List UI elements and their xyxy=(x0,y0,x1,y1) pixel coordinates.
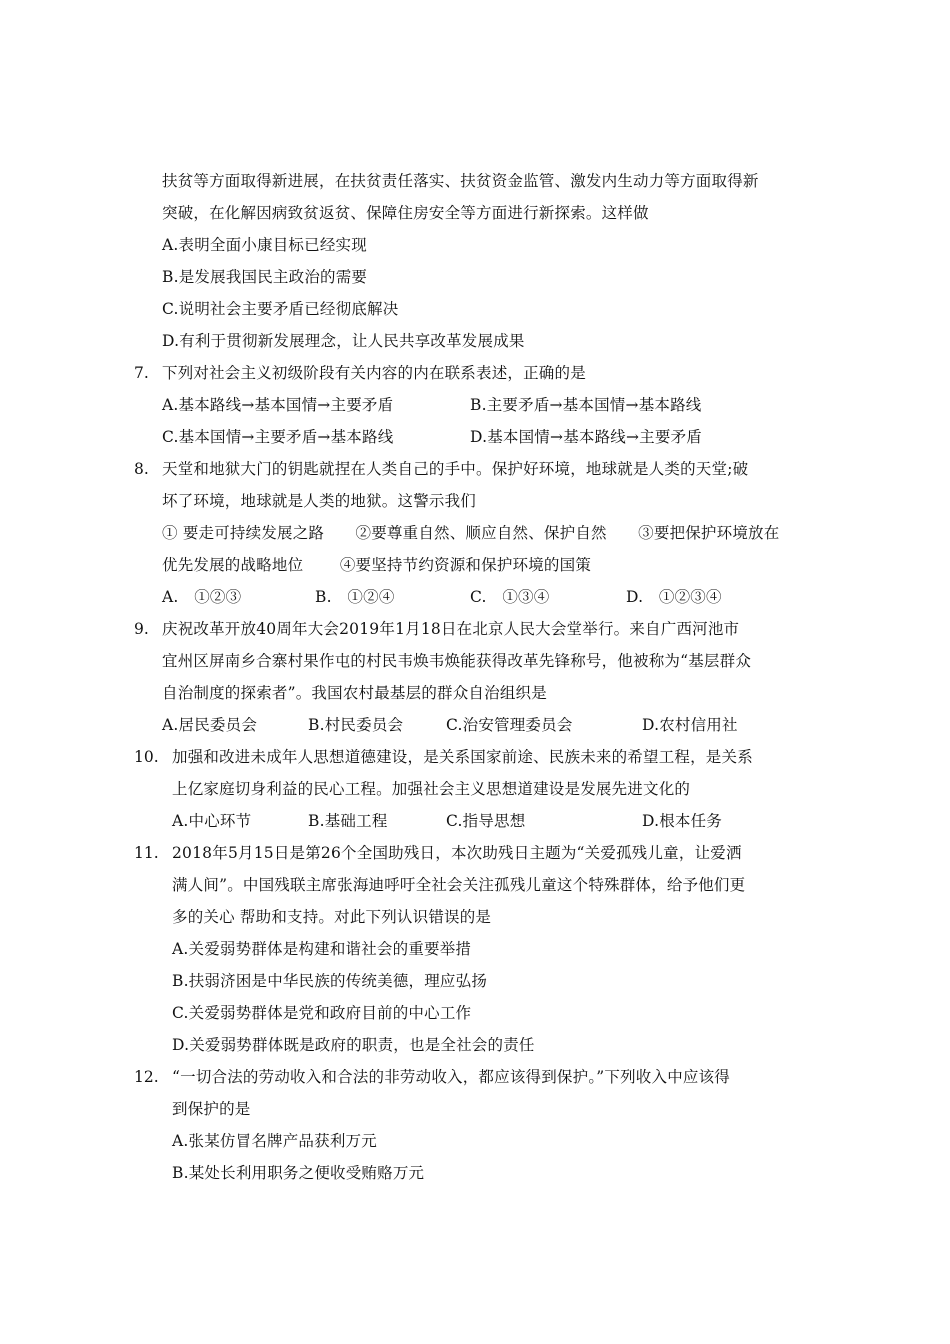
question-6-option-a: A.表明全面小康目标已经实现 xyxy=(162,236,367,254)
question-9-option-c: C.治安管理委员会 xyxy=(446,716,573,734)
question-9-option-d: D.农村信用社 xyxy=(642,716,738,734)
question-8-statements: 优先发展的战略地位 ④要坚持节约资源和保护环境的国策 xyxy=(162,556,592,574)
question-8-line: 天堂和地狱大门的钥匙就捏在人类自己的手中。保护好环境，地球就是人类的天堂;破 xyxy=(162,460,749,478)
question-12-option-a: A.张某仿冒名牌产品获利万元 xyxy=(172,1132,377,1150)
question-8-line: 坏了环境，地球就是人类的地狱。这警示我们 xyxy=(162,492,477,510)
question-11-option-b: B.扶弱济困是中华民族的传统美德，理应弘扬 xyxy=(172,972,488,990)
question-10-line: 加强和改进未成年人思想道德建设，是关系国家前途、民族未来的希望工程，是关系 xyxy=(172,748,753,766)
question-8-option-c: C. ①③④ xyxy=(470,588,550,606)
question-6-option-d: D.有利于贯彻新发展理念，让人民共享改革发展成果 xyxy=(162,332,525,350)
question-7-stem: 下列对社会主义初级阶段有关内容的内在联系表述，正确的是 xyxy=(162,364,586,382)
question-12-number: 12. xyxy=(134,1068,159,1086)
question-10-line: 上亿家庭切身利益的民心工程。加强社会主义思想道建设是发展先进文化的 xyxy=(172,780,691,798)
question-7-option-c: C.基本国情→主要矛盾→基本路线 xyxy=(162,428,394,446)
question-9-line: 庆祝改革开放40周年大会2019年1月18日在北京人民大会堂举行。来自广西河池市 xyxy=(162,620,740,638)
question-12-line: 到保护的是 xyxy=(172,1100,251,1118)
question-7-option-d: D.基本国情→基本路线→主要矛盾 xyxy=(470,428,702,446)
question-11-line: 满人间”。中国残联主席张海迪呼吁全社会关注孤残儿童这个特殊群体，给予他们更 xyxy=(172,876,746,894)
question-10-option-d: D.根本任务 xyxy=(642,812,723,830)
question-11-line: 2018年5月15日是第26个全国助残日，本次助残日主题为“关爱孤残儿童，让爱洒 xyxy=(172,844,742,862)
question-9-line: 自治制度的探索者”。我国农村最基层的群众自治组织是 xyxy=(162,684,547,702)
question-9-option-a: A.居民委员会 xyxy=(162,716,258,734)
question-10-option-a: A.中心环节 xyxy=(172,812,252,830)
question-10-number: 10. xyxy=(134,748,159,766)
question-11-number: 11. xyxy=(134,844,159,862)
question-12-option-b: B.某处长利用职务之便收受贿赂万元 xyxy=(172,1164,425,1182)
question-6-option-c: C.说明社会主要矛盾已经彻底解决 xyxy=(162,300,399,318)
question-8-number: 8. xyxy=(134,460,149,478)
question-9-number: 9. xyxy=(134,620,149,638)
question-6-line: 扶贫等方面取得新进展，在扶贫责任落实、扶贫资金监管、激发内生动力等方面取得新 xyxy=(162,172,759,190)
question-11-option-a: A.关爱弱势群体是构建和谐社会的重要举措 xyxy=(172,940,472,958)
question-11-line: 多的关心 帮助和支持。对此下列认识错误的是 xyxy=(172,908,492,926)
question-7-option-a: A.基本路线→基本国情→主要矛盾 xyxy=(162,396,394,414)
question-6-option-b: B.是发展我国民主政治的需要 xyxy=(162,268,368,286)
question-9-option-b: B.村民委员会 xyxy=(308,716,404,734)
question-6-line: 突破，在化解因病致贫返贫、保障住房安全等方面进行新探索。这样做 xyxy=(162,204,649,222)
question-12-line: “一切合法的劳动收入和合法的非劳动收入，都应该得到保护。”下列收入中应该得 xyxy=(172,1068,731,1086)
question-8-statements: ① 要走可持续发展之路 ②要尊重自然、顺应自然、保护自然 ③要把保护环境放在 xyxy=(162,524,780,542)
question-8-option-a: A. ①②③ xyxy=(162,588,242,606)
question-8-option-d: D. ①②③④ xyxy=(626,588,722,606)
question-7-number: 7. xyxy=(134,364,149,382)
question-11-option-d: D.关爱弱势群体既是政府的职责，也是全社会的责任 xyxy=(172,1036,535,1054)
question-10-option-c: C.指导思想 xyxy=(446,812,526,830)
question-9-line: 宜州区屏南乡合寨村果作屯的村民韦焕韦焕能获得改革先锋称号，他被称为“基层群众 xyxy=(162,652,752,670)
question-10-option-b: B.基础工程 xyxy=(308,812,388,830)
question-7-option-b: B.主要矛盾→基本国情→基本路线 xyxy=(470,396,702,414)
question-11-option-c: C.关爱弱势群体是党和政府目前的中心工作 xyxy=(172,1004,472,1022)
question-8-option-b: B. ①②④ xyxy=(315,588,395,606)
